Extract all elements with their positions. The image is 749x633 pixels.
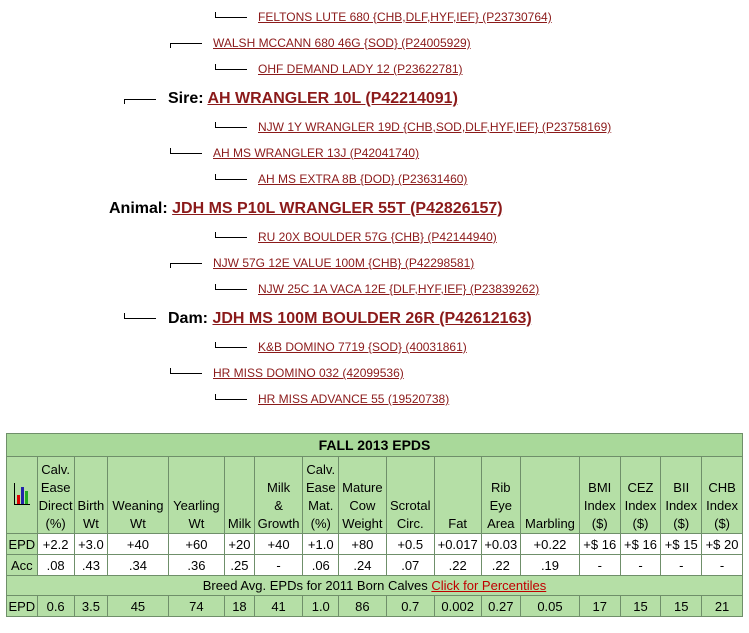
epd-header-line: ($) — [632, 516, 649, 531]
epd-header-line: Scrotal — [390, 498, 431, 513]
tree-line — [124, 318, 156, 319]
avg-value-cell: 0.6 — [37, 596, 74, 617]
epd-header-line: ($) — [591, 516, 608, 531]
tree-tick — [215, 12, 216, 17]
avg-value-cell: 15 — [661, 596, 702, 617]
epd-value-cell: +1.0 — [303, 534, 339, 555]
tree-line — [215, 289, 247, 290]
acc-value-cell: .34 — [108, 555, 169, 576]
epd-header-line: Marbling — [525, 516, 575, 531]
acc-value-cell: - — [620, 555, 661, 576]
avg-row-label: EPD — [7, 596, 38, 617]
epd-header-cell — [386, 457, 434, 534]
tree-line — [215, 127, 247, 128]
pedigree-link-sire-dam[interactable]: AH MS WRANGLER 13J (P42041740) — [213, 146, 420, 160]
epd-header-line: Wt — [82, 516, 99, 531]
dam-label: Dam: — [168, 310, 209, 327]
avg-value-cell: 74 — [168, 596, 224, 617]
epd-value-cell: +60 — [168, 534, 224, 555]
epd-header-line: Rib — [491, 480, 511, 495]
acc-value-cell: .36 — [168, 555, 224, 576]
dam-row — [168, 310, 532, 328]
tree-tick — [170, 263, 171, 268]
sire-label: Sire: — [168, 90, 204, 107]
epd-header-cell — [74, 457, 108, 534]
epd-header-line: Ease — [40, 480, 71, 495]
tree-tick — [124, 99, 125, 104]
pedigree-link-sire-dam-sire[interactable]: NJW 1Y WRANGLER 19D {CHB,SOD,DLF,HYF,IEF} (P23758169) — [258, 120, 612, 134]
avg-value-cell: 0.002 — [434, 596, 481, 617]
epd-header-line: Direct — [38, 498, 73, 513]
sire-row — [168, 90, 458, 108]
avg-value-cell: 21 — [702, 596, 743, 617]
dam-link[interactable]: JDH MS 100M BOULDER 26R (P42612163) — [212, 310, 532, 327]
epd-header-line: Mat. — [308, 498, 334, 513]
tree-line — [215, 399, 247, 400]
tree-tick — [170, 148, 171, 153]
tree-line — [215, 237, 247, 238]
epd-header-cell — [579, 457, 620, 534]
epd-header-line: Ease — [305, 480, 336, 495]
tree-line — [215, 179, 247, 180]
epd-header-line: (%) — [310, 516, 331, 531]
epd-value-cell: +2.2 — [37, 534, 74, 555]
epd-header-line: Calv. — [306, 462, 336, 477]
acc-value-cell: .24 — [339, 555, 386, 576]
epd-header-row — [7, 457, 743, 534]
acc-value-cell: .07 — [386, 555, 434, 576]
sire-link[interactable]: AH WRANGLER 10L (P42214091) — [207, 90, 458, 107]
tree-tick — [215, 64, 216, 69]
epd-header-cell — [225, 457, 255, 534]
epd-header-line: (%) — [45, 516, 66, 531]
epd-row-label: EPD — [7, 534, 38, 555]
acc-value-cell: .43 — [74, 555, 108, 576]
epd-header-cell — [37, 457, 74, 534]
avg-value-cell: 0.05 — [521, 596, 580, 617]
epd-header-line: Index — [706, 498, 738, 513]
pedigree-link-sire-dam-dam[interactable]: AH MS EXTRA 8B {DOD} (P23631460) — [258, 172, 468, 186]
avg-value-cell: 86 — [339, 596, 386, 617]
epd-header-line: Index — [624, 498, 657, 513]
epd-header-line: BII — [673, 480, 690, 495]
epd-value-cell: +80 — [339, 534, 386, 555]
pedigree-link-dam-dam-dam[interactable]: HR MISS ADVANCE 55 (19520738) — [258, 392, 450, 406]
epd-header-line: Calv. — [41, 462, 70, 477]
epd-header-cell — [168, 457, 224, 534]
animal-link[interactable]: JDH MS P10L WRANGLER 55T (P42826157) — [172, 200, 503, 217]
epd-header-line: Cow — [349, 498, 376, 513]
avg-value-cell: 17 — [579, 596, 620, 617]
pedigree-link-sire-sire-sire[interactable]: FELTONS LUTE 680 {CHB,DLF,HYF,IEF} (P23730764) — [258, 10, 552, 24]
epd-header-line: Wt — [130, 516, 146, 531]
pedigree-link-dam-dam[interactable]: HR MISS DOMINO 032 (42099536) — [213, 366, 404, 380]
bar-chart-icon[interactable] — [12, 479, 32, 507]
epd-header-line: CEZ — [627, 480, 654, 495]
pedigree-link-sire-sire[interactable]: WALSH MCCANN 680 46G {SOD} (P24005929) — [213, 36, 471, 50]
epd-header-line: Weight — [342, 516, 383, 531]
acc-value-cell: - — [579, 555, 620, 576]
epd-header-cell — [339, 457, 386, 534]
epd-header-line: ($) — [714, 516, 730, 531]
avg-value-cell: 3.5 — [74, 596, 108, 617]
epd-value-cell: +20 — [225, 534, 255, 555]
avg-value-cell: 15 — [620, 596, 661, 617]
epd-header-cell — [702, 457, 743, 534]
epd-header-cell — [254, 457, 303, 534]
avg-value-cell: 18 — [225, 596, 255, 617]
epd-header-line: Index — [665, 498, 698, 513]
percentiles-link[interactable]: Click for Percentiles — [431, 578, 547, 593]
epd-value-cell: +$ 15 — [661, 534, 702, 555]
epd-header-line: Milk — [267, 480, 291, 495]
pedigree-link-dam-sire-sire[interactable]: RU 20X BOULDER 57G {CHB} (P42144940) — [258, 230, 497, 244]
pedigree-link-dam-sire-dam[interactable]: NJW 25C 1A VACA 12E {DLF,HYF,IEF} (P23839262) — [258, 282, 540, 296]
tree-tick — [215, 122, 216, 127]
bar-chart-icon-cell[interactable] — [7, 457, 38, 534]
acc-value-cell: .25 — [225, 555, 255, 576]
breed-avg-cell — [7, 576, 743, 596]
epd-header-cell — [481, 457, 521, 534]
epd-value-cell: +$ 20 — [702, 534, 743, 555]
epd-header-line: Yearling — [173, 498, 220, 513]
epd-header-line: Circ. — [396, 516, 424, 531]
avg-value-cell: 1.0 — [303, 596, 339, 617]
acc-values-row — [7, 555, 743, 576]
epd-value-cell: +40 — [254, 534, 303, 555]
epd-value-cell: +0.22 — [521, 534, 580, 555]
epd-value-cell: +3.0 — [74, 534, 108, 555]
tree-tick — [215, 174, 216, 179]
epd-header-cell — [620, 457, 661, 534]
pedigree-link-dam-dam-sire[interactable]: K&B DOMINO 7719 {SOD} (40031861) — [258, 340, 467, 354]
tree-line — [170, 263, 202, 264]
epd-header-line: Fat — [448, 516, 468, 531]
epd-header-line: Eye — [489, 498, 512, 513]
tree-tick — [215, 394, 216, 399]
acc-value-cell: - — [702, 555, 743, 576]
acc-value-cell: - — [254, 555, 303, 576]
epd-header-line: Mature — [342, 480, 383, 495]
tree-tick — [170, 368, 171, 373]
epd-header-line: ($) — [673, 516, 690, 531]
breed-avg-row — [7, 576, 743, 596]
acc-row-label: Acc — [7, 555, 38, 576]
tree-line — [124, 99, 156, 100]
epd-header-cell — [661, 457, 702, 534]
acc-value-cell: .22 — [481, 555, 521, 576]
epd-value-cell: +40 — [108, 534, 169, 555]
tree-tick — [215, 342, 216, 347]
tree-line — [170, 43, 202, 44]
breed-avg-text: Breed Avg. EPDs for 2011 Born Calves — [202, 578, 428, 593]
epd-value-cell: +0.017 — [434, 534, 481, 555]
epd-header-line: Weaning — [112, 498, 164, 513]
tree-tick — [215, 232, 216, 237]
epd-value-cell: +0.03 — [481, 534, 521, 555]
epd-header-line: Wt — [188, 516, 205, 531]
epd-value-cell: +0.5 — [386, 534, 434, 555]
avg-value-cell: 45 — [108, 596, 169, 617]
epd-value-cell: +$ 16 — [579, 534, 620, 555]
tree-line — [215, 17, 247, 18]
tree-tick — [124, 313, 125, 318]
avg-value-cell: 0.27 — [481, 596, 521, 617]
epd-header-cell — [303, 457, 339, 534]
tree-line — [215, 69, 247, 70]
epd-header-cell — [434, 457, 481, 534]
avg-values-row — [7, 596, 743, 617]
epd-header-cell — [108, 457, 169, 534]
animal-label: Animal: — [109, 200, 168, 217]
epd-table — [6, 433, 743, 617]
tree-line — [215, 347, 247, 348]
acc-value-cell: .19 — [521, 555, 580, 576]
epd-header-cell — [521, 457, 580, 534]
epd-header-line: Growth — [257, 516, 300, 531]
acc-value-cell: - — [661, 555, 702, 576]
pedigree-link-dam-sire[interactable]: NJW 57G 12E VALUE 100M {CHB} (P42298581) — [213, 256, 475, 270]
epd-header-line: & — [274, 498, 283, 513]
tree-tick — [170, 43, 171, 48]
acc-value-cell: .22 — [434, 555, 481, 576]
epd-header-line: Milk — [227, 516, 251, 531]
epd-header-line: Birth — [77, 498, 105, 513]
pedigree-link-sire-sire-dam[interactable]: OHF DEMAND LADY 12 (P23622781) — [258, 62, 463, 76]
epd-header-line: BMI — [588, 480, 612, 495]
epd-value-cell: +$ 16 — [620, 534, 661, 555]
epd-header-line: Index — [583, 498, 616, 513]
tree-line — [170, 373, 202, 374]
epd-values-row — [7, 534, 743, 555]
acc-value-cell: .08 — [37, 555, 74, 576]
tree-line — [170, 153, 202, 154]
epd-title: FALL 2013 EPDS — [7, 434, 743, 457]
avg-value-cell: 0.7 — [386, 596, 434, 617]
avg-value-cell: 41 — [254, 596, 303, 617]
acc-value-cell: .06 — [303, 555, 339, 576]
animal-row — [109, 200, 503, 218]
tree-tick — [215, 284, 216, 289]
epd-header-line: CHB — [708, 480, 736, 495]
epd-header-line: Area — [487, 516, 515, 531]
epd-title-row — [7, 434, 743, 457]
